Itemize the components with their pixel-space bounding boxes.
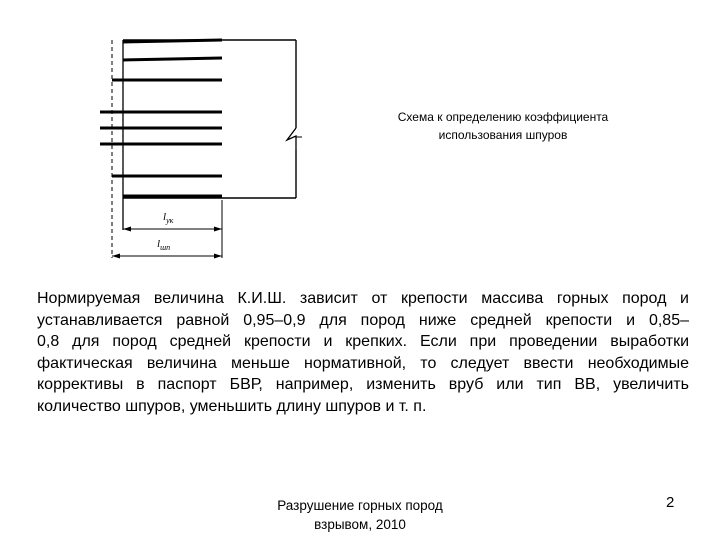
borehole xyxy=(123,40,222,42)
paragraph-line: количество шпуров, уменьшить длину шпуров и т. п. xyxy=(37,397,427,415)
arrow-head xyxy=(214,227,222,232)
arrow-head xyxy=(112,254,120,259)
arrow-head xyxy=(214,254,222,259)
diagram-caption xyxy=(350,108,656,144)
dimension-label-upper: $l_{ук}$ xyxy=(163,211,174,226)
paragraph-line: Нормируемая величина К.И.Ш. зависит от крепости массива горных пород и xyxy=(37,290,689,307)
footer-line: взрывом, 2010 xyxy=(314,517,406,532)
break-line-symbol xyxy=(287,128,296,150)
dimension-label-lower: $l_{шп}$ xyxy=(157,238,171,253)
paragraph-line: 0,8 для пород средней крепости и крепких. Если при проведении выработки xyxy=(37,333,689,350)
body-paragraph xyxy=(37,288,689,417)
caption-line: Схема к определению коэффициента xyxy=(397,110,609,124)
borehole xyxy=(123,58,222,60)
footer-title xyxy=(255,496,465,534)
paragraph-line: устанавливается равной 0,95–0,9 для пород ниже средней крепости и 0,85– xyxy=(37,311,689,329)
caption-line: использования шпуров xyxy=(438,128,568,142)
arrow-head xyxy=(123,227,131,232)
paragraph-line: коррективы в паспорт БВР, например, изменить вруб или тип ВВ, увеличить xyxy=(37,376,689,393)
page-number: 2 xyxy=(666,494,675,511)
footer-line: Разрушение горных пород xyxy=(277,498,443,513)
paragraph-line: фактическая величина меньше нормативной, то следует ввести необходимые xyxy=(37,354,689,372)
